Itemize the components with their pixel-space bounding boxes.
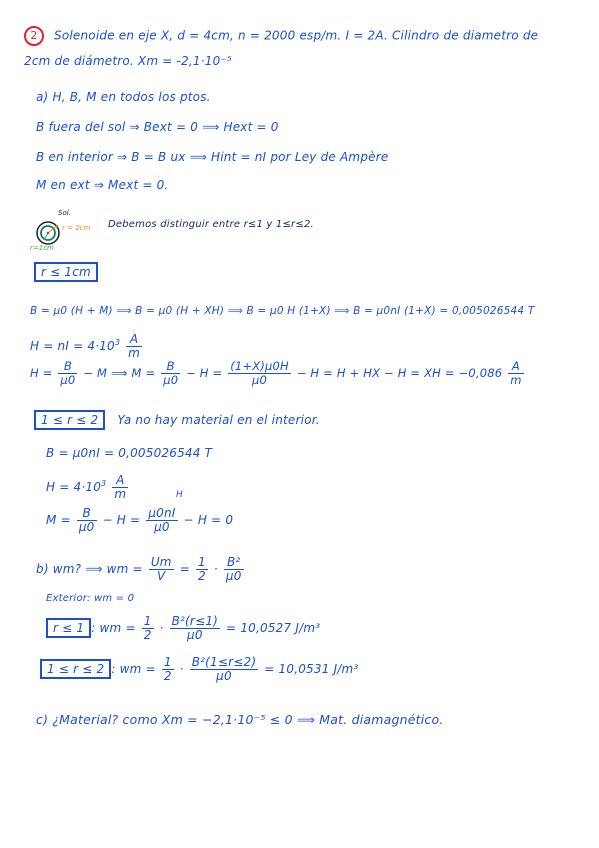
- case1-eq3-c: − H =: [182, 366, 227, 380]
- case1-eq3-unit-bottom: m: [510, 373, 522, 387]
- problem-line-1: [24, 26, 538, 46]
- case2-note: Ya no hay material en el interior.: [117, 413, 320, 427]
- part-b-f3-top: B²: [224, 556, 244, 570]
- case2-eq2-exp: 3: [101, 479, 107, 488]
- part-b-frac1: [149, 556, 174, 583]
- case1-eq3-b: − M ⟹ M =: [79, 366, 160, 380]
- part-c: c) ¿Material? como Xm = −2,1·10⁻⁵ ≤ 0 ⟹ Mat. diamagnético.: [36, 712, 444, 727]
- part-b-case2-label: 1 ≤ r ≤ 2: [40, 659, 111, 679]
- part-b-f2-top: 1: [197, 555, 206, 569]
- part-b-case1-f2-top: B²(r≤1): [171, 614, 219, 628]
- part-b-case1-label: r ≤ 1: [46, 618, 91, 638]
- case1-eq3-unit: [508, 360, 523, 387]
- case2-eq2-unit-bottom: m: [114, 487, 127, 501]
- case2-eq2-left: H = 4·10: [46, 480, 102, 494]
- case1-eq2-left: H = nI = 4·10: [30, 339, 115, 353]
- case1-eq3-d: − H = H + HX − H = XH = −0,086: [292, 366, 507, 380]
- case1-eq2: [30, 333, 144, 360]
- case1-eq3-f1-top: B: [58, 360, 77, 374]
- part-b-frac3: [224, 556, 244, 583]
- line-m-outside: M en ext ⇒ Mext = 0.: [36, 178, 169, 192]
- part-b-case2-f2-bottom: μ0: [216, 669, 232, 683]
- part-b-f2-bottom: 2: [197, 569, 206, 583]
- case1-eq3-f3-bottom: μ0: [252, 373, 268, 387]
- case2-eq3-a: M =: [46, 513, 75, 527]
- part-a-header: a) H, B, M en todos los ptos.: [36, 90, 211, 104]
- part-b-case2-frac2: [190, 656, 259, 683]
- part-b-header-a: b) wm? ⟹ wm =: [36, 562, 147, 576]
- problem-statement-1: Solenoide en eje X, d = 4cm, n = 2000 esp/m. I = 2A. Cilindro de diametro de: [54, 28, 539, 43]
- case2-eq3-f1-bottom: μ0: [78, 520, 95, 534]
- case2-eq3: [46, 507, 233, 534]
- case2-eq3-f1-top: B: [77, 507, 97, 521]
- case1-eq3-f2-top: B: [161, 360, 180, 374]
- part-b-header-b: =: [175, 562, 194, 576]
- case1-eq3-frac2: [161, 360, 180, 387]
- case1-eq2-unit-bottom: m: [128, 346, 141, 360]
- case2-eq3-frac1: [77, 507, 97, 534]
- case2-eq2-unit: [112, 474, 128, 501]
- line-b-inside: B en interior ⇒ B = B ux ⟹ Hint = nI por Ley de Ampère: [36, 150, 389, 164]
- part-b-case2-a: : wm =: [111, 662, 160, 676]
- diagram-label-r1: r=1cm: [30, 244, 54, 252]
- part-b-case1-a: : wm =: [91, 621, 140, 635]
- case1-eq2-exp: 3: [114, 338, 121, 347]
- case1-eq1: B = μ0 (H + M) ⟹ B = μ0 (H + XH) ⟹ B = μ0 H (1+X) ⟹ B = μ0nI (1+X) = 0,005026544 T: [30, 305, 535, 317]
- case1-eq3-a: H =: [30, 366, 57, 380]
- case1-eq3: [30, 360, 526, 387]
- part-b-case2-frac1: [162, 656, 174, 683]
- part-b-case1-f1-top: 1: [143, 614, 152, 628]
- diagram-label-r2: r = 2cm: [62, 224, 91, 232]
- case2-eq3-overbrace: H: [176, 490, 183, 500]
- part-b-f3-bottom: μ0: [225, 569, 242, 583]
- part-b-case1-result: = 10,0527 J/m³: [222, 621, 321, 635]
- case2-eq2: [46, 474, 130, 501]
- case2-header: [34, 410, 320, 430]
- diagram-note: Debemos distinguir entre r≤1 y 1≤r≤2.: [108, 219, 314, 230]
- line-b-outside: B fuera del sol ⇒ Bext = 0 ⟹ Hext = 0: [36, 120, 279, 134]
- case2-eq3-f2-bottom: μ0: [154, 520, 170, 534]
- case1-label: r ≤ 1cm: [34, 262, 98, 282]
- case1-eq3-unit-top: A: [508, 360, 523, 374]
- part-b-header: [36, 556, 246, 583]
- case1-eq3-frac3: [228, 360, 291, 387]
- case1-box: [34, 262, 98, 282]
- case2-eq3-b: − H =: [98, 513, 145, 527]
- diagram-label-sol: Sol.: [58, 209, 71, 217]
- part-b-f1-top: Um: [150, 555, 172, 569]
- case2-label: 1 ≤ r ≤ 2: [34, 410, 105, 430]
- part-b-case1-frac2: [170, 615, 220, 642]
- part-b-case2: 1 ≤ r ≤ 2 : wm = $\frac{1}{2}$ · $\frac{\text{B²(1≤r≤2)}}{\mu 0}$ = 10,0531 J/m³: [40, 656, 358, 683]
- part-b-frac2: [196, 556, 208, 583]
- case1-eq2-unit-top: A: [126, 333, 142, 347]
- part-b-case1-frac1: [142, 615, 154, 642]
- part-b-case2-result: = 10,0531 J/m³: [260, 662, 359, 676]
- part-b-case2-f1-bottom: 2: [163, 669, 172, 683]
- part-b-exterior: Exterior: wm = 0: [46, 593, 135, 604]
- case1-eq2-unit: [126, 333, 142, 360]
- case2-eq3-f2-top: μ0nI: [148, 506, 176, 520]
- case1-eq3-frac1: [58, 360, 77, 387]
- case2-eq3-c: − H = 0: [179, 513, 234, 527]
- part-b-case1-f1-bottom: 2: [143, 628, 152, 642]
- part-b-case2-f1-top: 1: [163, 655, 172, 669]
- case2-eq2-unit-top: A: [112, 474, 128, 488]
- part-b-case1: r ≤ 1 : wm = $\frac{1}{2}$ · $\frac{\text{B²(r≤1)}}{\mu 0}$ = 10,0527 J/m³: [46, 615, 320, 642]
- part-b-f1-bottom: V: [157, 569, 166, 583]
- case2-eq1: B = μ0nI = 0,005026544 T: [46, 446, 213, 460]
- case1-eq3-f1-bottom: μ0: [60, 373, 76, 387]
- case2-eq3-frac2: [146, 507, 177, 534]
- case1-eq3-f3-top: (1+X)μ0H: [230, 359, 289, 373]
- case1-eq3-f2-bottom: μ0: [163, 373, 179, 387]
- problem-line-2: 2cm de diámetro. Xm = -2,1·10⁻⁵: [24, 54, 232, 68]
- part-b-case1-f2-bottom: μ0: [186, 628, 203, 642]
- part-b-case2-f2-top: B²(1≤r≤2): [191, 655, 257, 669]
- part-b-header-c: ·: [209, 562, 222, 576]
- problem-number-badge: 2: [24, 26, 44, 46]
